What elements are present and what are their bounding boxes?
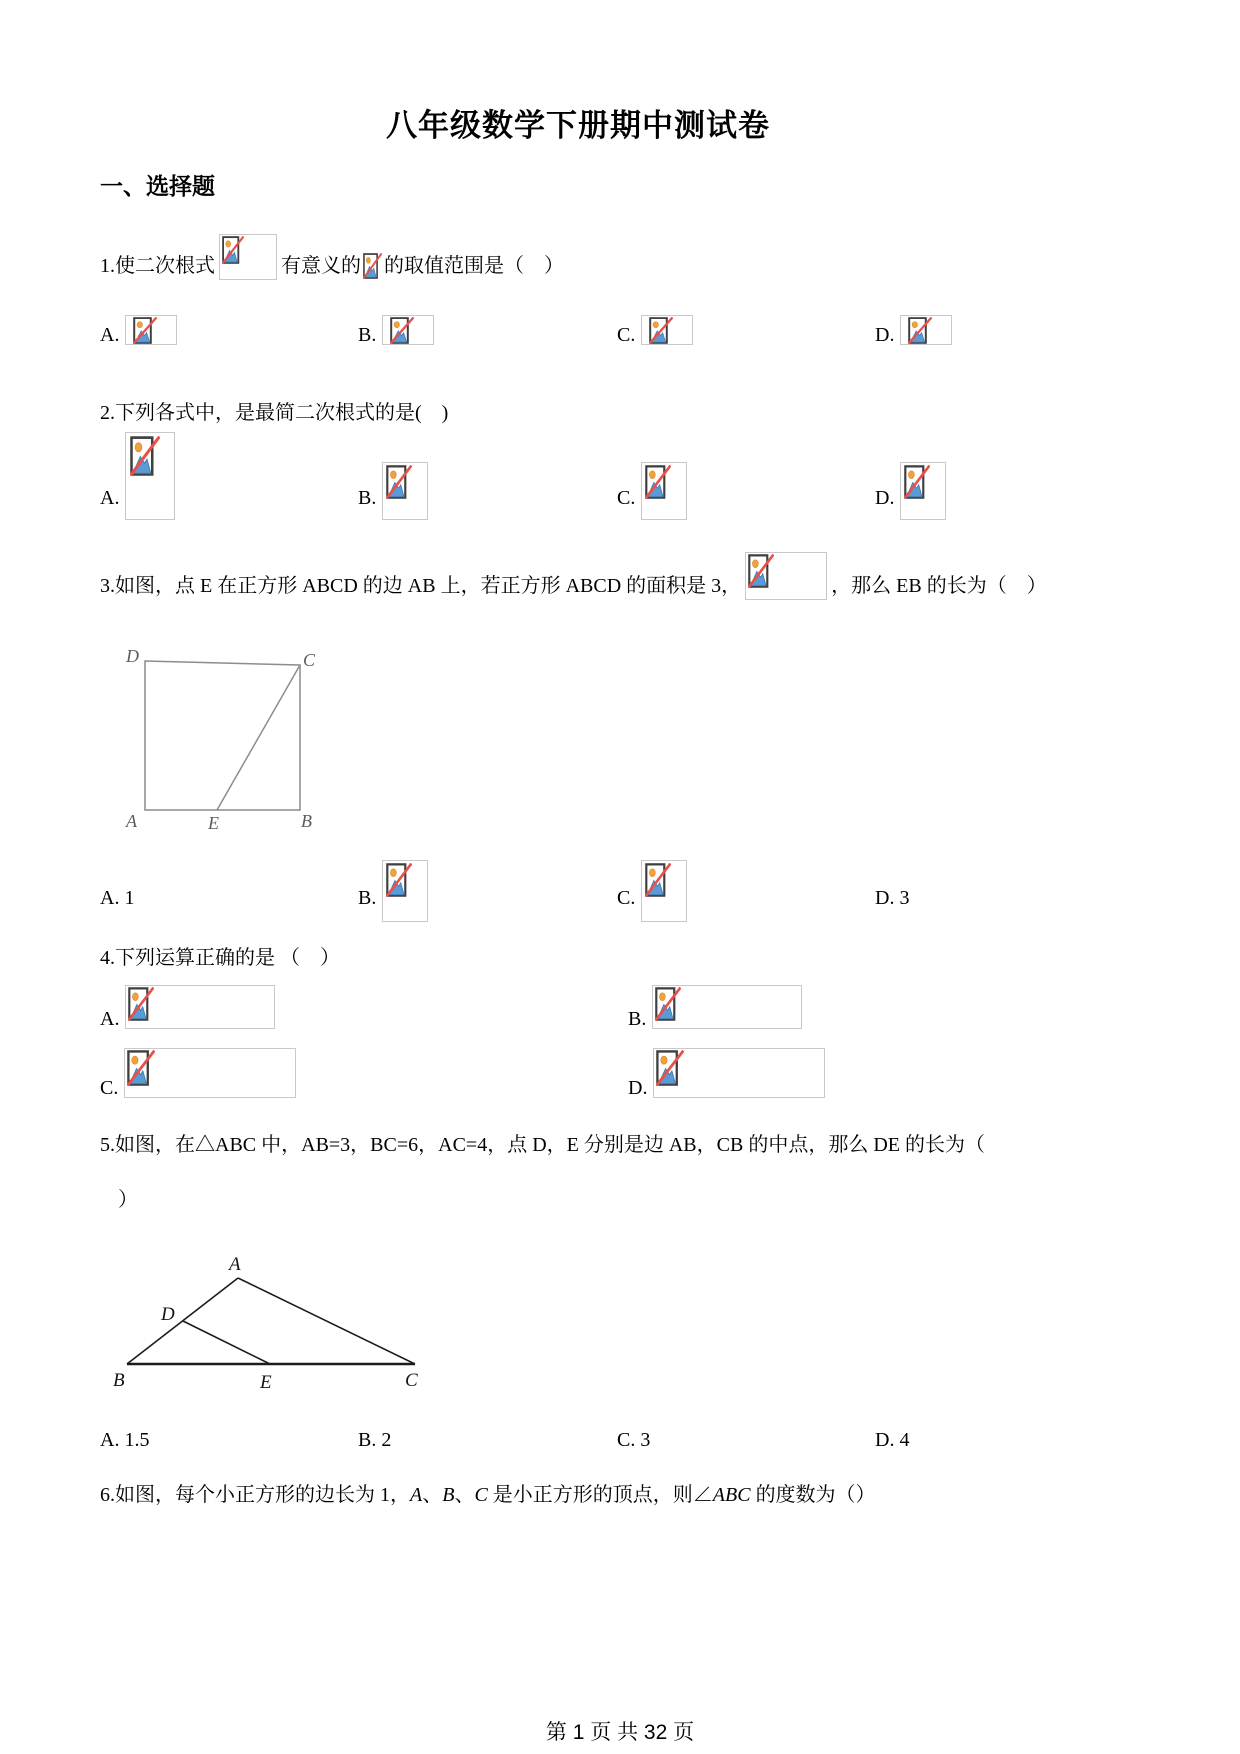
question-3-text [100,552,1047,600]
question-1-text-part1: 1.使二次根式 [100,255,215,277]
broken-image-icon [386,863,412,897]
point-label-b: B [442,1484,455,1506]
formula-image-placeholder [124,1048,296,1098]
formula-image-placeholder [125,432,175,520]
option-label: B. [358,887,377,909]
option-label: A. 1.5 [100,1429,150,1451]
question-3-option-b [358,860,428,922]
formula-image-placeholder [900,315,952,345]
formula-image-placeholder [382,462,428,520]
formula-image-placeholder [900,462,946,520]
question-3-text-part2: ，那么 EB 的长为（ ） [831,575,1047,597]
question-3-option-c [617,860,687,922]
question-6-text-part1: 6.如图，每个小正方形的边长为 1， [100,1484,410,1506]
broken-image-icon [127,1050,155,1086]
broken-image-icon [390,317,414,344]
question-5-text-line1: 5.如图，在△ABC 中，AB=3，BC=6，AC=4，点 D，E 分别是边 AB，CB 的中点，那么 DE 的长为（ [100,1134,985,1156]
broken-image-icon [645,465,671,499]
angle-label-abc: ABC [712,1484,751,1506]
option-label: A. 1 [100,887,135,909]
question-2-option-b [358,462,428,520]
vertex-label-d: D [126,646,139,666]
vertex-label-d: D [161,1304,175,1325]
vertex-label-e: E [208,813,219,833]
broken-image-icon [128,987,154,1021]
question-5-option-d [875,1430,909,1450]
broken-image-icon [133,317,157,344]
option-label: C. 3 [617,1429,651,1451]
broken-image-icon [649,317,673,344]
formula-image-placeholder [125,985,275,1029]
option-label: C. [617,487,636,509]
formula-image-placeholder [641,315,693,345]
question-4-options-row1 [100,985,1152,1029]
vertex-label-a: A [126,811,137,831]
question-4-option-b [628,985,802,1029]
question-6-text-part3: 的度数为（） [750,1484,876,1506]
formula-image-placeholder [219,234,277,280]
vertex-label-b: B [113,1370,125,1391]
vertex-label-e: E [260,1372,272,1393]
question-1-option-c [617,315,693,345]
option-label: D. [628,1077,648,1099]
question-4-text: 4.下列运算正确的是 （ ） [100,947,340,969]
formula-image-placeholder [382,860,428,922]
question-4-option-a [100,985,275,1029]
broken-image-icon [748,554,774,588]
option-label: D. [875,487,895,509]
option-label: A. [100,1008,120,1030]
option-label: B. [358,487,377,509]
question-6-text-part2: 是小正方形的顶点，则∠ [487,1484,713,1506]
separator: 、 [422,1484,443,1506]
broken-image-icon [645,863,671,897]
question-2-option-a [100,432,175,520]
broken-image-icon [363,253,382,279]
question-5-text-line2: ） [118,1189,138,1211]
vertex-label-b: B [301,811,312,831]
triangle-figure [105,1246,445,1398]
point-label-c: C [474,1484,488,1506]
question-3-option-a [100,888,134,922]
question-4-options-row2 [100,1048,1152,1098]
broken-image-icon [904,465,930,499]
option-label: D. [875,324,895,346]
option-label: A. [100,487,120,509]
question-2-option-c [617,462,687,520]
question-3-options [100,860,1152,922]
question-1-text [100,233,564,280]
formula-image-placeholder [125,315,177,345]
question-2-options [100,432,1152,520]
formula-image-placeholder [653,1048,825,1098]
option-label: B. [628,1008,647,1030]
vertex-label-c: C [405,1370,418,1391]
question-2-option-d [875,462,946,520]
question-3-option-d [875,888,909,922]
question-1-text-part2: 有意义的 [281,255,361,277]
option-label: C. [617,324,636,346]
question-1-text-part3: 的取值范围是（ ） [384,255,564,277]
question-4-option-d [628,1048,825,1098]
separator: 、 [454,1484,475,1506]
broken-image-icon [130,436,160,476]
broken-image-icon [656,1050,684,1086]
question-5-option-a [100,1430,149,1450]
question-3-text-part1: 3.如图，点 E 在正方形 ABCD 的边 AB 上，若正方形 ABCD 的面积是 3， [100,575,742,597]
formula-image-placeholder [382,315,434,345]
page-title: 八年级数学下册期中测试卷 [386,108,770,143]
square-figure [110,638,340,838]
option-label: A. [100,324,120,346]
question-1-option-a [100,315,177,345]
formula-image-placeholder [652,985,802,1029]
option-label: D. 3 [875,887,910,909]
question-4-option-c [100,1048,296,1098]
section-header: 一、选择题 [100,173,215,199]
option-label: C. [617,887,636,909]
question-5-option-c [617,1430,650,1450]
question-1-option-d [875,315,952,345]
question-1-options [100,315,1152,345]
question-2-text: 2.下列各式中，是最简二次根式的是( ) [100,402,449,424]
broken-image-icon [655,987,681,1021]
vertex-label-a: A [229,1254,241,1275]
option-label: B. [358,324,377,346]
formula-image-placeholder [641,462,687,520]
broken-image-icon [386,465,412,499]
question-5-options [100,1422,1152,1450]
point-label-a: A [410,1484,423,1506]
question-6-text [100,1478,876,1507]
option-label: C. [100,1077,119,1099]
option-label: B. 2 [358,1429,392,1451]
formula-image-placeholder [745,552,827,600]
question-5-option-b [358,1430,391,1450]
page-number-footer: 第 1 页 共 32 页 [545,1721,695,1744]
option-label: D. 4 [875,1429,910,1451]
question-1-option-b [358,315,434,345]
vertex-label-c: C [303,650,316,670]
broken-image-icon [222,236,244,264]
formula-image-placeholder [641,860,687,922]
broken-image-icon [908,317,932,344]
